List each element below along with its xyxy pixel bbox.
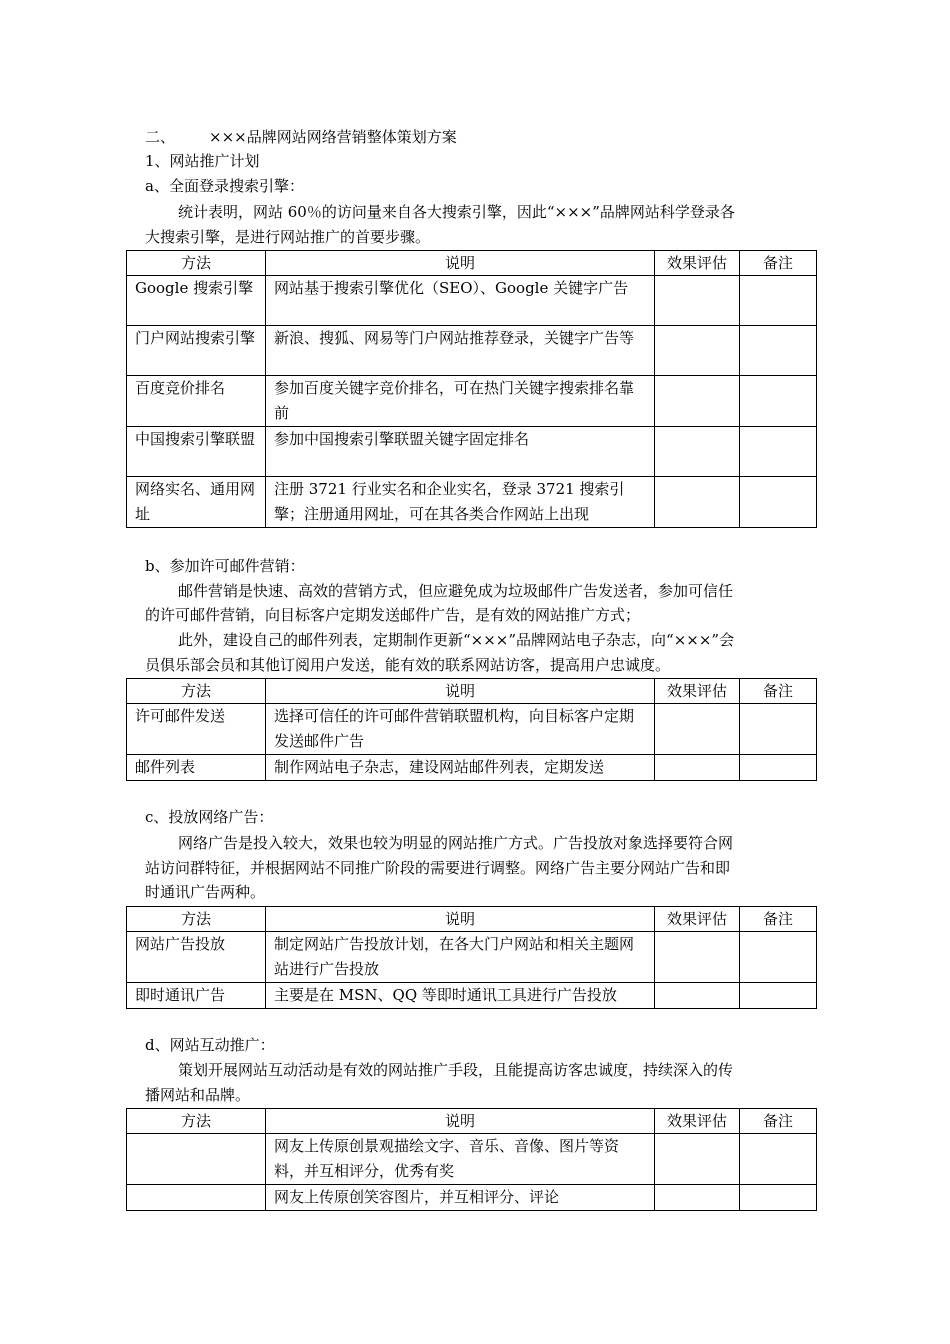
- cell-method: 百度竞价排名: [127, 376, 266, 427]
- paragraph-a-line1: 统计表明，网站 60％的访问量来自各大搜索引擎，因此“×××”品牌网站科学登录各: [178, 203, 735, 221]
- cell-evaluation: [655, 932, 740, 983]
- header-description: 说明: [266, 907, 655, 932]
- cell-remarks: [740, 932, 817, 983]
- paragraph-c-line1: 网络广告是投入较大，效果也较为明显的网站推广方式。广告投放对象选择要符合网: [178, 834, 734, 852]
- cell-evaluation: [655, 983, 740, 1009]
- header-method: 方法: [127, 679, 266, 704]
- paragraph-d-line2: 播网站和品牌。: [145, 1086, 251, 1104]
- cell-evaluation: [655, 477, 740, 528]
- cell-method: 网络实名、通用网址: [127, 477, 266, 528]
- cell-method: 即时通讯广告: [127, 983, 266, 1009]
- cell-description: 制作网站电子杂志，建设网站邮件列表，定期发送: [266, 755, 655, 781]
- cell-description: 参加中国搜索引擎联盟关键字固定排名: [266, 427, 655, 477]
- cell-remarks: [740, 704, 817, 755]
- cell-description: 网站基于搜索引擎优化（SEO）、Google 关键字广告: [266, 276, 655, 326]
- cell-remarks: [740, 983, 817, 1009]
- header-description: 说明: [266, 679, 655, 704]
- cell-evaluation: [655, 376, 740, 427]
- table-row: [127, 704, 817, 755]
- table-row: [127, 427, 817, 477]
- table-row: [127, 276, 817, 326]
- cell-evaluation: [655, 427, 740, 477]
- paragraph-c-line3: 时通讯广告两种。: [145, 883, 266, 901]
- cell-description: 网友上传原创笑容图片，并互相评分、评论: [266, 1185, 655, 1211]
- header-description: 说明: [266, 1109, 655, 1134]
- cell-remarks: [740, 276, 817, 326]
- table-row: [127, 376, 817, 427]
- paragraph-b1-line2: 的许可邮件营销，向目标客户定期发送邮件广告，是有效的网站推广方式；: [145, 606, 641, 624]
- cell-evaluation: [655, 704, 740, 755]
- cell-method: 门户网站搜索引擎: [127, 326, 266, 376]
- header-evaluation: 效果评估: [655, 907, 740, 932]
- paragraph-b2-line1: 此外，建设自己的邮件列表，定期制作更新“×××”品牌网站电子杂志，向“×××”会: [178, 631, 735, 649]
- cell-description: 注册 3721 行业实名和企业实名，登录 3721 搜索引擎；注册通用网址，可在其各类合作网站上出现: [266, 477, 655, 528]
- table-online-ads: [126, 906, 817, 1009]
- cell-method: 中国搜索引擎联盟: [127, 427, 266, 477]
- table-header-row: [127, 1109, 817, 1134]
- cell-remarks: [740, 326, 817, 376]
- table-row: [127, 1134, 817, 1185]
- paragraph-c-line2: 站访问群特征，并根据网站不同推广阶段的需要进行调整。网络广告主要分网站广告和即: [145, 859, 731, 877]
- cell-description: 新浪、搜狐、网易等门户网站推荐登录，关键字广告等: [266, 326, 655, 376]
- cell-evaluation: [655, 1134, 740, 1185]
- paragraph-d-line1: 策划开展网站互动活动是有效的网站推广手段，且能提高访客忠诚度，持续深入的传: [178, 1061, 734, 1079]
- header-method: 方法: [127, 1109, 266, 1134]
- heading-c: c、投放网络广告：: [145, 808, 274, 826]
- paragraph-b2-line2: 员俱乐部会员和其他订阅用户发送，能有效的联系网站访客，提高用户忠诚度。: [145, 656, 671, 674]
- cell-method: 许可邮件发送: [127, 704, 266, 755]
- paragraph-a-line2: 大搜索引擎，是进行网站推广的首要步骤。: [145, 228, 431, 246]
- cell-description: 参加百度关键字竞价排名，可在热门关键字搜索排名靠前: [266, 376, 655, 427]
- table-search-engines: [126, 250, 817, 528]
- header-evaluation: 效果评估: [655, 679, 740, 704]
- header-description: 说明: [266, 251, 655, 276]
- section-title-text: ×××品牌网站网络营销整体策划方案: [209, 128, 457, 146]
- cell-remarks: [740, 1134, 817, 1185]
- table-row: [127, 755, 817, 781]
- paragraph-b1-line1: 邮件营销是快速、高效的营销方式，但应避免成为垃圾邮件广告发送者，参加可信任: [178, 582, 734, 600]
- heading-d: d、网站互动推广：: [145, 1036, 275, 1054]
- cell-method: [127, 1134, 266, 1185]
- cell-remarks: [740, 427, 817, 477]
- cell-evaluation: [655, 276, 740, 326]
- table-row: [127, 1185, 817, 1211]
- table-header-row: [127, 679, 817, 704]
- subsection-heading: 1、网站推广计划: [145, 152, 260, 170]
- header-method: 方法: [127, 907, 266, 932]
- cell-method: 邮件列表: [127, 755, 266, 781]
- header-evaluation: 效果评估: [655, 251, 740, 276]
- header-remarks: 备注: [740, 1109, 817, 1134]
- cell-description: 制定网站广告投放计划，在各大门户网站和相关主题网站进行广告投放: [266, 932, 655, 983]
- header-remarks: 备注: [740, 251, 817, 276]
- table-row: [127, 983, 817, 1009]
- table-header-row: [127, 251, 817, 276]
- heading-b: b、参加许可邮件营销：: [145, 557, 305, 575]
- table-header-row: [127, 907, 817, 932]
- header-method: 方法: [127, 251, 266, 276]
- header-remarks: 备注: [740, 907, 817, 932]
- section-title: [145, 126, 457, 148]
- header-evaluation: 效果评估: [655, 1109, 740, 1134]
- table-email-marketing: [126, 678, 817, 781]
- table-interactive-promotion: [126, 1108, 817, 1211]
- cell-description: 选择可信任的许可邮件营销联盟机构，向目标客户定期发送邮件广告: [266, 704, 655, 755]
- cell-remarks: [740, 1185, 817, 1211]
- table-row: [127, 932, 817, 983]
- table-row: [127, 326, 817, 376]
- heading-a: a、全面登录搜索引擎：: [145, 177, 304, 195]
- cell-remarks: [740, 376, 817, 427]
- cell-description: 网友上传原创景观描绘文字、音乐、音像、图片等资料，并互相评分，优秀有奖: [266, 1134, 655, 1185]
- table-row: [127, 477, 817, 528]
- cell-remarks: [740, 477, 817, 528]
- cell-remarks: [740, 755, 817, 781]
- section-number: 二、: [145, 128, 176, 146]
- cell-method: [127, 1185, 266, 1211]
- header-remarks: 备注: [740, 679, 817, 704]
- cell-evaluation: [655, 1185, 740, 1211]
- cell-method: 网站广告投放: [127, 932, 266, 983]
- cell-evaluation: [655, 755, 740, 781]
- cell-evaluation: [655, 326, 740, 376]
- cell-description: 主要是在 MSN、QQ 等即时通讯工具进行广告投放: [266, 983, 655, 1009]
- cell-method: Google 搜索引擎: [127, 276, 266, 326]
